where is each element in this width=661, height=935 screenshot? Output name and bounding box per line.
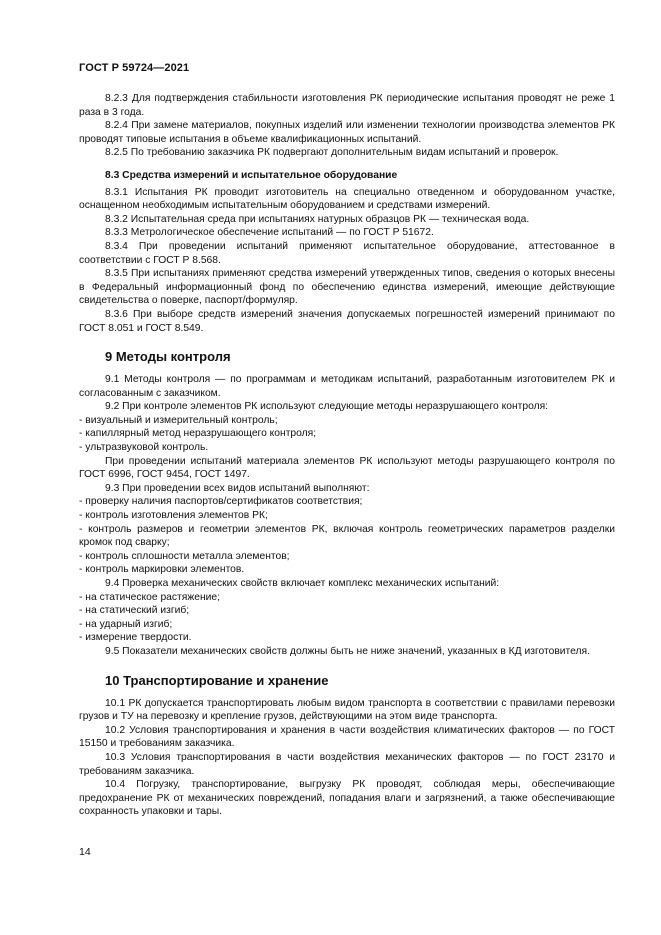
section-9-title: 9 Методы контроля <box>105 349 231 365</box>
clause-8-3-2: 8.3.2 Испытательная среда при испытаниях натурных образцов РК — техническая вода. <box>105 213 530 225</box>
clause-9-4: 9.4 Проверка механических свойств включает комплекс механических испытаний: <box>105 578 500 589</box>
list-item: - визуальный и измерительный контроль; <box>79 414 278 426</box>
clause-9-2-destructive: При проведении испытаний материала элементов РК используют методы разрушающего контроля по ГОСТ 6996, ГОСТ 9454, ГОСТ 1497. <box>79 455 615 481</box>
list-item: - контроль изготовления элементов РК; <box>79 510 268 522</box>
list-item: - ультразвуковой контроль. <box>79 442 209 454</box>
clause-8-3-1: 8.3.1 Испытания РК проводит изготовитель на специально отведенном и оборудованном участке, оснащенном необходимым испытательным оборудованием и средствами измерений. <box>79 186 615 212</box>
section-10-title: 10 Транспортирование и хранение <box>105 672 329 688</box>
clause-10-1: 10.1 РК допускается транспортировать любым видом транспорта в соответствии с правилами перевозки грузов и ТУ на перевозку и крепление грузов, действующими на этом виде транспорта. <box>79 697 615 723</box>
list-item: - контроль сплошности металла элементов; <box>79 550 290 562</box>
list-item: - контроль размеров и геометрии элементов РК, включая контроль геометрических параметров разделки кромок под сварку; <box>79 523 615 549</box>
clause-10-4: 10.4 Погрузку, транспортирование, выгрузку РК проводят, соблюдая меры, обеспечивающие предохранение РК от механических повреждений, попадания влаги и загрязнений, а также обеспечивающие сохранность упаковки и тары. <box>79 779 615 818</box>
clause-9-3: 9.3 При проведении всех видов испытаний выполняют: <box>105 482 370 494</box>
clause-8-3-6: 8.3.6 При выборе средств измерений значения допускаемых погрешностей измерений принимают по ГОСТ 8.051 и ГОСТ 8.549. <box>79 308 615 334</box>
list-item: - на статическое растяжение; <box>79 591 220 603</box>
clause-8-2-5: 8.2.5 По требованию заказчика РК подвергают дополнительным видам испытаний и проверок. <box>105 147 559 159</box>
clause-9-5: 9.5 Показатели механических свойств должны быть не ниже значений, указанных в КД изготовителя. <box>105 645 590 657</box>
list-item: - на ударный изгиб; <box>79 618 173 630</box>
clause-10-2: 10.2 Условия транспортирования и хранения в части воздействия климатических факторов — по ГОСТ 15150 и требованиям заказчика. <box>79 724 615 750</box>
document-body <box>79 92 615 819</box>
page-number: 14 <box>79 846 91 858</box>
list-item: - капиллярный метод неразрушающего контроля; <box>79 428 317 440</box>
clause-9-1: 9.1 Методы контроля — по программам и методикам испытаний, разработанным изготовителем РК и согласованным с заказчиком. <box>79 374 615 399</box>
list-item: - на статический изгиб; <box>79 605 190 617</box>
list-item: - измерение твердости. <box>79 632 192 644</box>
clause-10-3: 10.3 Условия транспортирования в части воздействия механических факторов — по ГОСТ 23170 и требованиям заказчика. <box>79 751 615 777</box>
clause-8-2-3: 8.2.3 Для подтверждения стабильности изготовления РК периодические испытания проводят не реже 1 раза в 3 года. <box>79 93 615 118</box>
clause-8-3-5: 8.3.5 При испытаниях применяют средства измерений утвержденных типов, сведения о которых внесены в Федеральный информационный фонд по обеспечению единства измерений, имеющие действующие свидетельства о поверке, паспорт/формуляр. <box>79 268 615 307</box>
clause-8-3-3: 8.3.3 Метрологическое обеспечение испытаний — по ГОСТ Р 51672. <box>105 227 434 239</box>
clause-8-3-4: 8.3.4 При проведении испытаний применяют испытательное оборудование, аттестованное в соответствии с ГОСТ Р 8.568. <box>79 240 615 266</box>
list-item: - контроль маркировки элементов. <box>79 564 245 576</box>
section-8-3-title: 8.3 Средства измерений и испытательное оборудование <box>105 169 398 181</box>
document-header: ГОСТ Р 59724—2021 <box>79 62 190 74</box>
clause-9-2: 9.2 При контроле элементов РК используют следующие методы неразрушающего контроля: <box>105 401 549 413</box>
list-item: - проверку наличия паспортов/сертификатов соответствия; <box>79 496 363 508</box>
clause-8-2-4: 8.2.4 При замене материалов, покупных изделий или изменении технологии производства элементов РК проводят типовые испытания в объеме квалификационных испытаний. <box>79 120 615 145</box>
